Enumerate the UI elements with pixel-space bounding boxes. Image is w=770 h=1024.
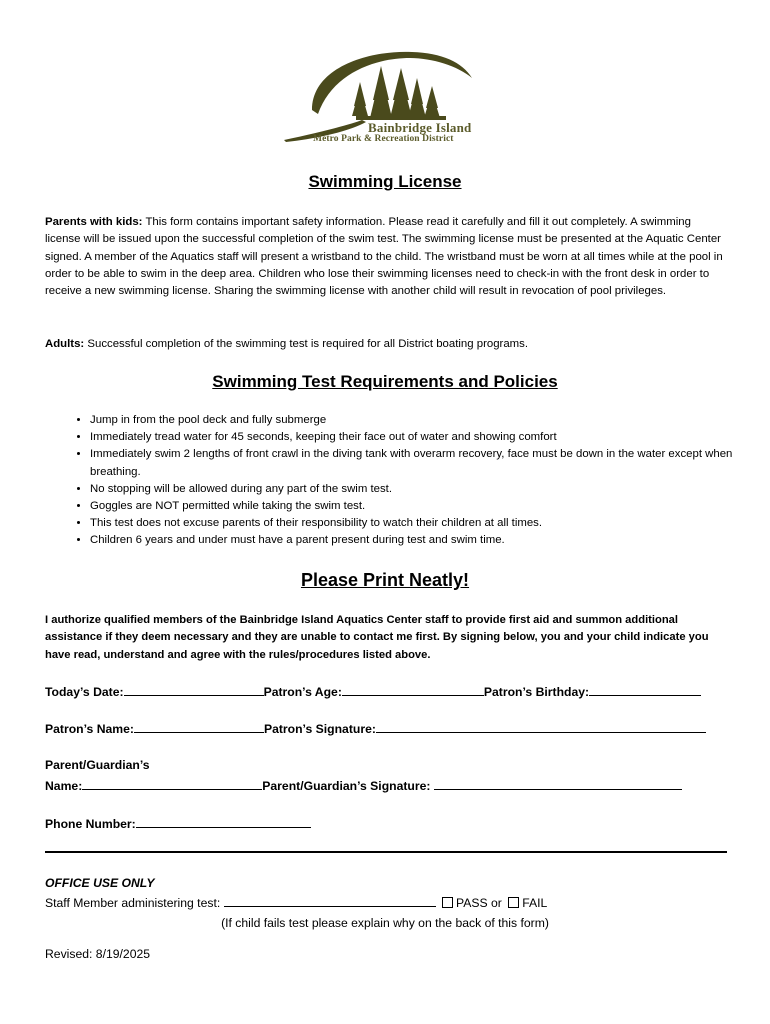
list-item: • Immediately tread water for 45 seconds, keeping their face out of water and showing comfort (90, 429, 770, 446)
patron-name-label: Patron’s Name: (45, 722, 134, 736)
guardian-signature-field[interactable] (434, 777, 682, 790)
list-item: • No stopping will be allowed during any part of the swim test. (90, 481, 770, 498)
adults-label: Adults: (45, 338, 85, 350)
fail-label: FAIL (522, 896, 548, 910)
guardian-name-field[interactable] (82, 777, 262, 790)
logo-subtitle: Metro Park & Recreation District (313, 134, 454, 144)
patron-age-field[interactable] (342, 683, 484, 696)
parents-text: This form contains important safety information. Please read it carefully and fill it out completely. A swimming license will be issued upon the successful completion of the swim test. The swimming license must be presented at the Aquatic Center signed. A member of the Aquatics staff will present a wristband to the child. The wristband must be worn at all times while at the pool in order to be able to swim in the deep area. Children who lose their swimming licenses need to check-in with the front desk in order to receive a new swimming license. Sharing the swimming license with another child will result in revocation of pool privileges. (45, 216, 723, 298)
adults-paragraph (45, 336, 725, 353)
patron-birthday-label: Patron’s Birthday: (483, 685, 590, 699)
divider (45, 851, 727, 853)
staff-field[interactable] (224, 896, 436, 907)
list-item: • Jump in from the pool deck and fully submerge (90, 412, 770, 429)
fail-checkbox[interactable] (508, 897, 519, 908)
pass-label: PASS or (456, 896, 502, 910)
patron-birthday-field[interactable] (589, 683, 701, 696)
todays-date-field[interactable] (124, 683, 264, 696)
patron-age-label: Patron’s Age: (263, 685, 342, 699)
office-use-heading: OFFICE USE ONLY (45, 876, 155, 890)
guardian-name-label: Name: (45, 779, 83, 793)
list-item: • Immediately swim 2 lengths of front crawl in the diving tank with overarm recovery, face must be down in the water except when breathing. (90, 446, 770, 480)
todays-date-label: Today’s Date: (45, 685, 124, 699)
revised-date: Revised: 8/19/2025 (45, 947, 151, 961)
list-item: • This test does not excuse parents of their responsibility to watch their children at all times. (90, 515, 770, 532)
requirements-heading: Swimming Test Requirements and Policies (212, 372, 558, 391)
parents-label: Parents with kids: (45, 216, 143, 228)
guardian-row (45, 777, 682, 793)
print-heading: Please Print Neatly! (300, 570, 470, 590)
logo-name: Bainbridge Island (368, 120, 472, 135)
fail-explanation-note: (If child fails test please explain why on the back of this form) (221, 916, 549, 930)
phone-row (45, 815, 311, 831)
list-item: • Goggles are NOT permitted while taking the swim test. (90, 498, 770, 515)
patron-signature-label: Patron’s Signature: (263, 722, 376, 736)
adults-text: Successful completion of the swimming test is required for all District boating programs. (84, 338, 529, 350)
patron-signature-field[interactable] (376, 720, 706, 733)
date-row (45, 683, 701, 699)
intro-paragraph (45, 214, 725, 300)
guardian-signature-label: Parent/Guardian’s Signature: (262, 779, 431, 793)
guardian-name-label-line1: Parent/Guardian’s (45, 758, 150, 772)
staff-label: Staff Member administering test: (45, 896, 221, 910)
phone-label: Phone Number: (45, 817, 136, 831)
requirements-list (45, 412, 770, 550)
patron-name-field[interactable] (134, 720, 264, 733)
page-title: Swimming License (308, 172, 462, 191)
name-row (45, 720, 706, 736)
phone-field[interactable] (136, 815, 311, 828)
authorization-text: I authorize qualified members of the Bainbridge Island Aquatics Center staff to provide first aid and summon additional assistance if they deem necessary and they are unable to contact me first. By signing below, you and your child indicate you have read, understand and agree with the rules/procedures listed above. (45, 614, 709, 661)
staff-row (45, 896, 547, 910)
pass-checkbox[interactable] (442, 897, 453, 908)
list-item: • Children 6 years and under must have a parent present during test and swim time. (90, 532, 770, 549)
